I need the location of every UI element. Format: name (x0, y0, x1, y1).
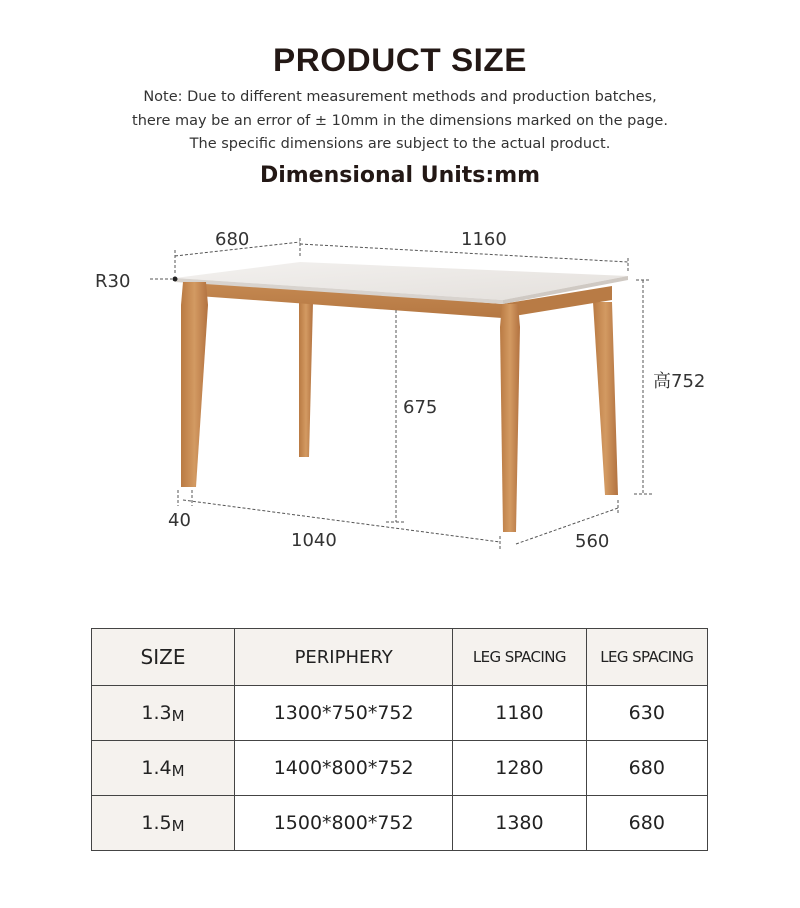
page-title: PRODUCT SIZE (272, 42, 527, 78)
header-periphery: PERIPHERY (235, 629, 453, 686)
table-row (92, 796, 708, 851)
size-cell (92, 686, 235, 741)
table-leg-back-left (299, 302, 313, 457)
dim-leg-span-length: 1040 (291, 530, 337, 551)
size-value: 1.3 (141, 702, 172, 724)
table-leg-front-left (181, 282, 208, 487)
dim-corner-radius: R30 (95, 271, 131, 292)
dim-leg-span-depth: 560 (575, 531, 610, 552)
dim-depth-top: 680 (215, 229, 250, 250)
leg-spacing-depth-cell: 680 (586, 796, 707, 851)
corner-radius-marker (173, 277, 178, 282)
note-line: The specific dimensions are subject to the actual product. (189, 136, 611, 152)
header-leg-spacing-depth: LEG SPACING (586, 629, 707, 686)
header-leg-spacing-length: LEG SPACING (453, 629, 586, 686)
leg-spacing-length-cell: 1380 (453, 796, 586, 851)
periphery-cell: 1300*750*752 (235, 686, 453, 741)
table-leg-front-right (500, 304, 520, 532)
leg-spacing-depth-cell: 680 (586, 741, 707, 796)
table-row (92, 686, 708, 741)
size-unit: M (171, 817, 185, 835)
measurement-note (0, 86, 800, 157)
size-cell (92, 741, 235, 796)
size-value: 1.4 (141, 757, 172, 779)
table-leg-back-right (593, 302, 618, 495)
size-spec-table (91, 628, 708, 851)
table-dimension-diagram (0, 210, 800, 570)
size-unit: M (171, 707, 185, 725)
note-line: there may be an error of ± 10mm in the dimensions marked on the page. (132, 112, 668, 129)
dim-leg-height: 675 (403, 397, 438, 418)
leg-spacing-depth-cell: 630 (586, 686, 707, 741)
periphery-cell: 1400*800*752 (235, 741, 453, 796)
dim-length-top: 1160 (461, 229, 507, 250)
periphery-cell: 1500*800*752 (235, 796, 453, 851)
leg-spacing-length-cell: 1180 (453, 686, 586, 741)
size-cell (92, 796, 235, 851)
units-heading: Dimensional Units:mm (259, 163, 541, 188)
dim-leg-width: 40 (168, 510, 191, 531)
dim-total-height: 高752 (653, 371, 706, 392)
table-header-row (92, 629, 708, 686)
header-size: SIZE (92, 629, 235, 686)
size-value: 1.5 (141, 812, 172, 834)
note-line: Note: Due to different measurement methods and production batches, (143, 89, 657, 105)
leg-spacing-length-cell: 1280 (453, 741, 586, 796)
size-unit: M (171, 762, 185, 780)
table-row (92, 741, 708, 796)
